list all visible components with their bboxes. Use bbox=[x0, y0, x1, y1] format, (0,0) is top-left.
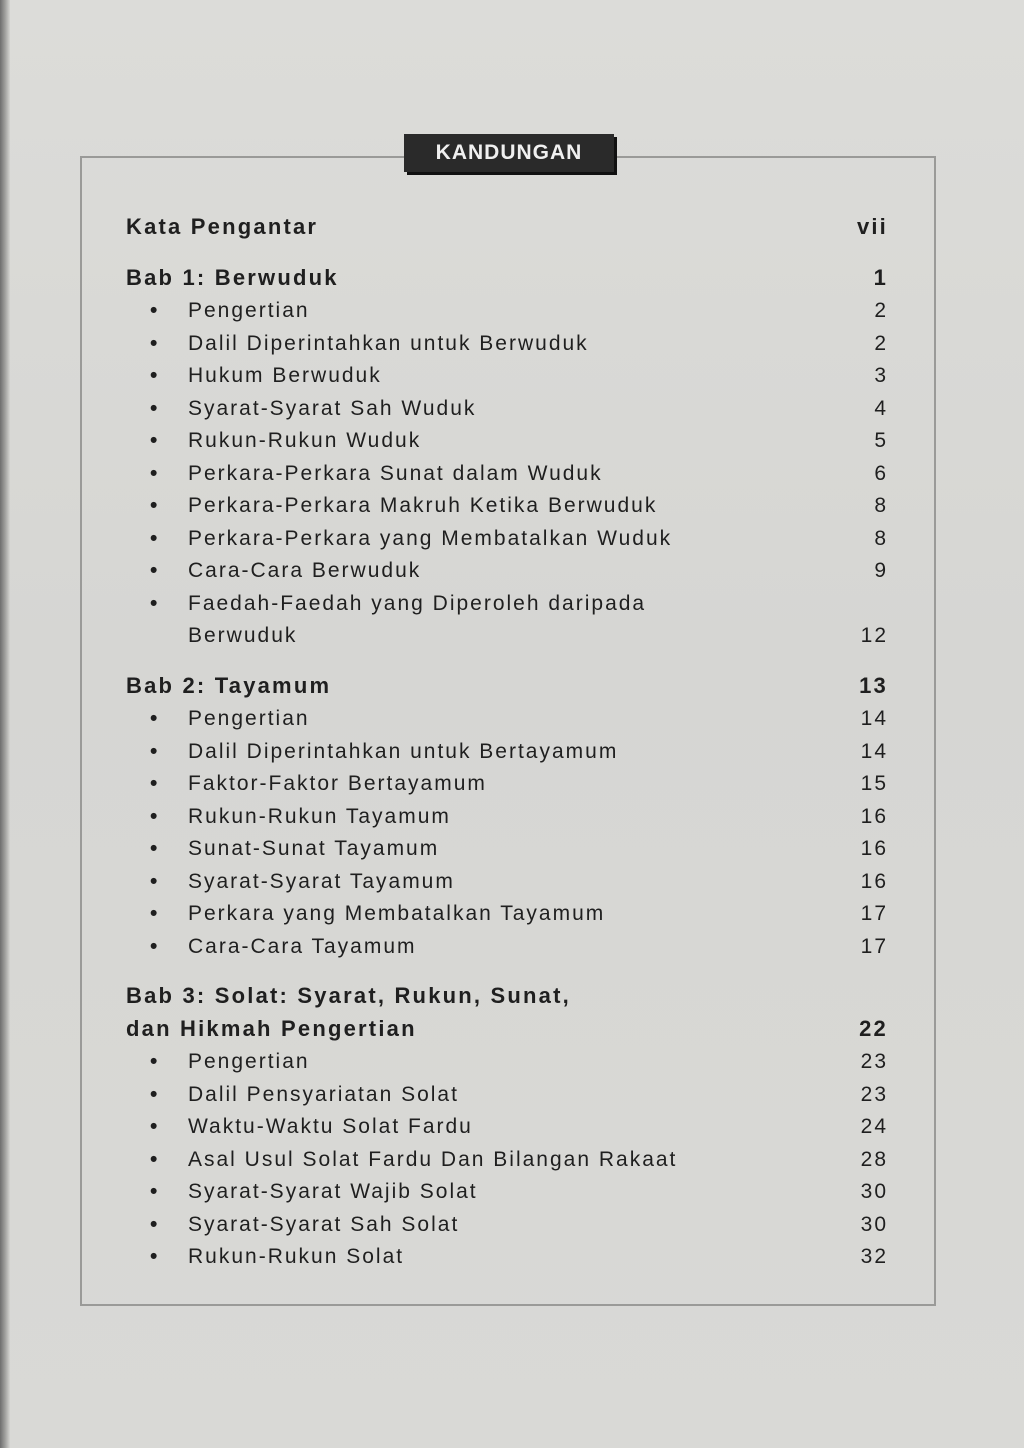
list-item bbox=[126, 356, 888, 389]
chapter-title: Bab 3: Solat: Syarat, Rukun, Sunat, bbox=[126, 983, 571, 1008]
toc-page-number: 3 bbox=[874, 364, 888, 387]
bullet-icon: • bbox=[150, 299, 160, 322]
list-item bbox=[126, 764, 888, 797]
list-item bbox=[126, 861, 888, 894]
bullet-icon: • bbox=[150, 461, 160, 485]
bullet-icon: • bbox=[150, 1050, 160, 1073]
toc-page-number: 17 bbox=[860, 902, 888, 925]
toc-page-number: vii bbox=[856, 214, 888, 239]
list-item bbox=[126, 1074, 888, 1107]
item-label: Pengertian bbox=[188, 299, 310, 322]
bullet-icon: • bbox=[150, 331, 160, 355]
item-label: Syarat-Syarat Wajib Solat bbox=[188, 1180, 478, 1203]
toc-entry-title: Kata Pengantar bbox=[126, 214, 319, 239]
toc-page-number: 8 bbox=[874, 494, 888, 517]
toc-page-number: 28 bbox=[860, 1147, 888, 1171]
item-label: Syarat-Syarat Sah Wuduk bbox=[188, 396, 477, 420]
item-label: Asal Usul Solat Fardu Dan Bilangan Rakaat bbox=[188, 1147, 678, 1171]
toc-page-number: 22 bbox=[859, 1015, 888, 1041]
item-label: Perkara yang Membatalkan Tayamum bbox=[188, 902, 606, 925]
page-gutter-shadow bbox=[0, 0, 10, 1448]
toc-page-number: 9 bbox=[874, 559, 888, 582]
toc-page-number: 6 bbox=[874, 461, 888, 485]
toc-page-number: 24 bbox=[860, 1115, 888, 1138]
bullet-icon: • bbox=[150, 804, 160, 828]
toc-entry-intro bbox=[126, 200, 888, 240]
toc-page-number: 23 bbox=[860, 1082, 888, 1106]
bullet-icon: • bbox=[150, 1245, 160, 1268]
bullet-icon: • bbox=[150, 429, 160, 452]
item-label: Hukum Berwuduk bbox=[188, 364, 382, 387]
item-label: Cara-Cara Berwuduk bbox=[188, 559, 422, 582]
toc-page-number: 16 bbox=[860, 804, 888, 828]
section-title-badge: KANDUNGAN bbox=[404, 134, 614, 172]
toc-chapter-3 bbox=[126, 977, 888, 1010]
item-label: Faedah-Faedah yang Diperoleh daripada bbox=[188, 591, 647, 615]
chapter-title: dan Hikmah Pengertian bbox=[126, 1015, 417, 1041]
bullet-icon: • bbox=[150, 526, 160, 550]
bullet-icon: • bbox=[150, 1147, 160, 1171]
list-item bbox=[126, 291, 888, 324]
toc-page-number: 12 bbox=[860, 624, 888, 647]
toc-page-number: 30 bbox=[860, 1180, 888, 1203]
toc-page-number: 14 bbox=[860, 707, 888, 730]
table-of-contents bbox=[126, 200, 888, 1269]
item-label: Pengertian bbox=[188, 1050, 310, 1073]
list-item bbox=[126, 1237, 888, 1270]
bullet-icon: • bbox=[150, 559, 160, 582]
toc-page-number: 5 bbox=[874, 429, 888, 452]
list-item bbox=[126, 1042, 888, 1075]
item-label: Sunat-Sunat Tayamum bbox=[188, 837, 440, 860]
list-item bbox=[126, 894, 888, 927]
item-label: Perkara-Perkara Sunat dalam Wuduk bbox=[188, 461, 603, 485]
toc-page-number: 1 bbox=[873, 264, 888, 290]
toc-page-number: 16 bbox=[860, 869, 888, 893]
list-item bbox=[126, 1204, 888, 1237]
item-label: Perkara-Perkara Makruh Ketika Berwuduk bbox=[188, 494, 658, 517]
toc-page-number: 30 bbox=[860, 1212, 888, 1236]
toc-page-number: 2 bbox=[874, 331, 888, 355]
list-item bbox=[126, 731, 888, 764]
item-label: Berwuduk bbox=[188, 624, 298, 647]
bullet-icon: • bbox=[150, 902, 160, 925]
chapter-title: Bab 2: Tayamum bbox=[126, 672, 332, 698]
list-item bbox=[126, 583, 888, 616]
bullet-icon: • bbox=[150, 1180, 160, 1203]
bullet-icon: • bbox=[150, 591, 160, 615]
list-item bbox=[126, 1172, 888, 1205]
toc-page-number: 23 bbox=[860, 1050, 888, 1073]
bullet-icon: • bbox=[150, 396, 160, 420]
toc-page-number: 14 bbox=[860, 739, 888, 763]
toc-page-number: 8 bbox=[874, 526, 888, 550]
toc-page-number: 16 bbox=[860, 837, 888, 860]
toc-page-number: 2 bbox=[874, 299, 888, 322]
chapter-title: Bab 1: Berwuduk bbox=[126, 264, 339, 290]
bullet-icon: • bbox=[150, 707, 160, 730]
item-label: Faktor-Faktor Bertayamum bbox=[188, 772, 487, 795]
list-item bbox=[126, 323, 888, 356]
bullet-icon: • bbox=[150, 739, 160, 763]
bullet-icon: • bbox=[150, 837, 160, 860]
list-item bbox=[126, 518, 888, 551]
list-item bbox=[126, 926, 888, 959]
item-label: Pengertian bbox=[188, 707, 310, 730]
item-label: Rukun-Rukun Tayamum bbox=[188, 804, 451, 828]
toc-chapter-3-continuation bbox=[126, 1009, 888, 1042]
list-item bbox=[126, 1107, 888, 1140]
list-item-continuation bbox=[126, 616, 888, 649]
bullet-icon: • bbox=[150, 772, 160, 795]
list-item bbox=[126, 796, 888, 829]
bullet-icon: • bbox=[150, 494, 160, 517]
toc-page-number: 15 bbox=[860, 772, 888, 795]
bullet-icon: • bbox=[150, 934, 160, 958]
item-label: Rukun-Rukun Wuduk bbox=[188, 429, 422, 452]
item-label: Dalil Diperintahkan untuk Bertayamum bbox=[188, 739, 619, 763]
list-item bbox=[126, 1139, 888, 1172]
item-label: Cara-Cara Tayamum bbox=[188, 934, 417, 958]
toc-page-number: 13 bbox=[859, 672, 888, 698]
item-label: Syarat-Syarat Tayamum bbox=[188, 869, 455, 893]
toc-page-number: 4 bbox=[874, 396, 888, 420]
item-label: Dalil Pensyariatan Solat bbox=[188, 1082, 459, 1106]
bullet-icon: • bbox=[150, 869, 160, 893]
item-label: Syarat-Syarat Sah Solat bbox=[188, 1212, 460, 1236]
list-item bbox=[126, 421, 888, 454]
toc-chapter-2 bbox=[126, 666, 888, 699]
item-label: Dalil Diperintahkan untuk Berwuduk bbox=[188, 331, 589, 355]
bullet-icon: • bbox=[150, 364, 160, 387]
list-item bbox=[126, 388, 888, 421]
toc-chapter-1 bbox=[126, 258, 888, 291]
bullet-icon: • bbox=[150, 1212, 160, 1236]
toc-page-number: 17 bbox=[860, 934, 888, 958]
item-label: Rukun-Rukun Solat bbox=[188, 1245, 405, 1268]
list-item bbox=[126, 486, 888, 519]
list-item bbox=[126, 699, 888, 732]
item-label: Perkara-Perkara yang Membatalkan Wuduk bbox=[188, 526, 673, 550]
bullet-icon: • bbox=[150, 1082, 160, 1106]
toc-page-number: 32 bbox=[860, 1245, 888, 1268]
list-item bbox=[126, 551, 888, 584]
bullet-icon: • bbox=[150, 1115, 160, 1138]
list-item bbox=[126, 829, 888, 862]
list-item bbox=[126, 453, 888, 486]
item-label: Waktu-Waktu Solat Fardu bbox=[188, 1115, 473, 1138]
